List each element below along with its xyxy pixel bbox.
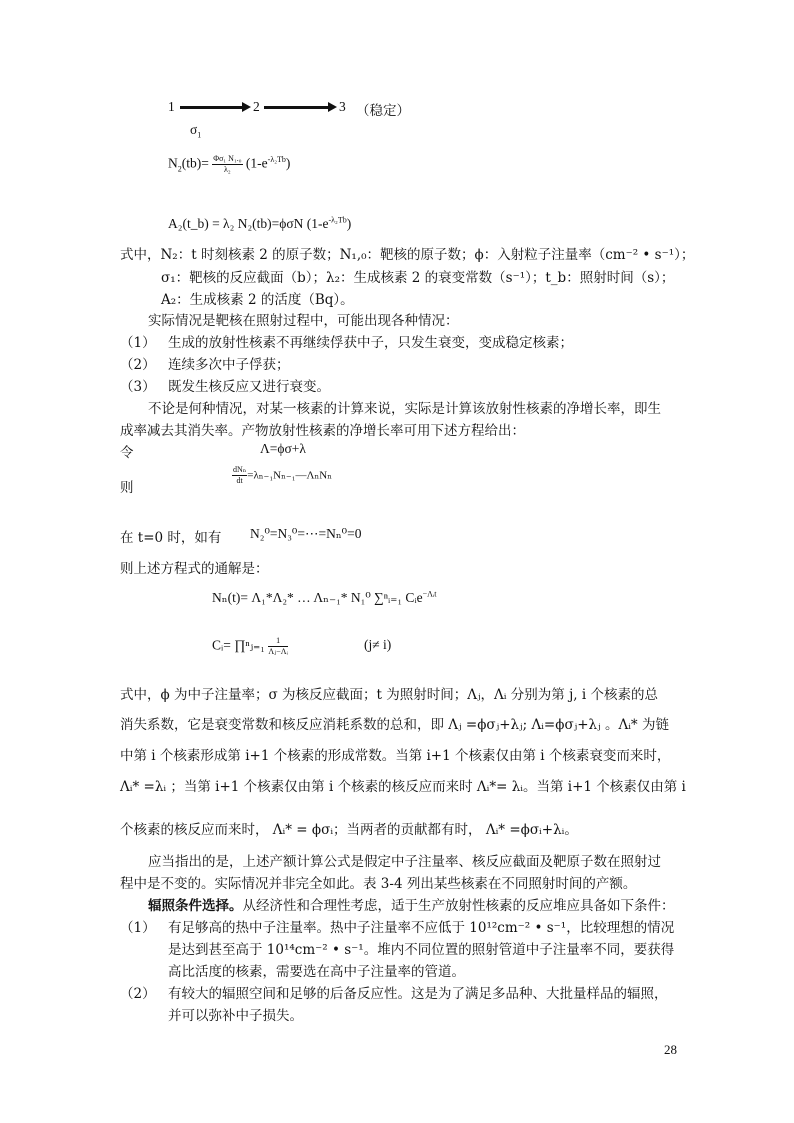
paragraph-2-line-4: Λᵢ* =λᵢ ；当第 i+1 个核素仅由第 i 个核素的核反应而来时 Λᵢ*= λᵢ。当第 i+1 个核素仅由第 i — [120, 779, 686, 795]
initial-equation: N₂⁰=N₃⁰=⋯=Nₙ⁰=0 — [250, 526, 362, 541]
irradiation-item-1-line-3: 高比活度的核素，需要选在高中子注量率的管道。 — [168, 964, 465, 980]
n2-rhs: (1-e — [245, 155, 268, 171]
initial-text: 在 t=0 时，如有 — [120, 530, 222, 546]
then-equation — [232, 466, 332, 485]
n2-lhs-sub: 2 — [177, 164, 182, 174]
irradiation-heading: 辐照条件选择。 — [148, 898, 243, 914]
case-item-2-text: 连续多次中子俘获； — [168, 357, 290, 373]
n2-lhs: N — [168, 155, 178, 171]
paragraph-1-line-2: 成率减去其消失率。产物放射性核素的净增长率可用下述方程给出： — [120, 423, 525, 439]
ci-lhs: Cᵢ= — [212, 637, 231, 653]
chain-node-3: 3 — [339, 99, 346, 114]
case-item-1-text: 生成的放射性核素不再继续俘获中子，只发生衰变，变成稳定核素； — [168, 335, 573, 351]
irradiation-item-2-number: （2） — [120, 986, 156, 1002]
ci-denominator: Λⱼ−Λᵢ — [268, 647, 288, 656]
equation-a2 — [168, 216, 351, 232]
chain-stable-label: （稳定） — [356, 103, 410, 119]
n2-denominator: λ₂ — [224, 165, 231, 174]
chain-sigma-label — [190, 122, 201, 138]
a2-text: A₂(t_b) = λ₂ N₂(tb)=ϕσN (1-e — [168, 216, 329, 231]
n2-exponent: -λ₂Tb — [267, 155, 286, 165]
then-fraction — [232, 466, 247, 485]
irradiation-item-1-number: （1） — [120, 920, 156, 936]
paragraph-2-line-3: 中第 i 个核素形成第 i+1 个核素的形成常数。当第 i+1 个核素仅由第 i 个核素衰变而来时， — [120, 748, 671, 764]
paragraph-3-line-2: 程中是不变的。实际情况并非完全如此。表 3-4 列出某些核素在不同照射时间的产额。 — [120, 876, 637, 892]
page-number: 28 — [664, 1042, 677, 1057]
equation-n2 — [168, 155, 290, 174]
definitions-line-1: 式中，N₂：t 时刻核素 2 的原子数；N₁,₀：靶核的原子数；ϕ：入射粒子注量率（cm⁻² • s⁻¹）； — [120, 247, 695, 263]
paragraph-2-line-2: 消失系数，它是衰变常数和核反应消耗系数的总和，即 Λⱼ =ϕσⱼ+λⱼ; Λᵢ=ϕσⱼ+λⱼ 。Λᵢ* 为链 — [120, 717, 669, 733]
nn-text: Nₙ(t)= Λ₁*Λ₂* … Λₙ₋₁* N₁⁰ ∑ⁿᵢ₌₁ Cᵢe — [212, 590, 423, 605]
case-item-3-text: 既发生核反应又进行衰变。 — [168, 379, 330, 395]
irradiation-item-1-line-1: 有足够高的热中子注量率。热中子注量率不应低于 10¹²cm⁻² • s⁻¹，比较理想的情况 — [168, 920, 675, 936]
irradiation-paragraph — [148, 894, 675, 914]
equation-nn — [212, 590, 437, 606]
definitions-line-2: σ₁：靶核的反应截面（b）；λ₂：生成核素 2 的衰变常数（s⁻¹）；t_b：照射时间（s）； — [161, 270, 675, 286]
let-equation: Λ=ϕσ+λ — [260, 441, 306, 456]
general-solution-label: 则上述方程式的通解是： — [120, 561, 269, 577]
n2-fraction — [212, 155, 242, 174]
definitions-line-3: A₂：生成核素 2 的活度（Bq）。 — [161, 292, 354, 308]
paragraph-3-line-1: 应当指出的是，上述产额计算公式是假定中子注量率、核反应截面及靶原子数在照射过 — [148, 854, 661, 870]
cases-intro: 实际情况是靶核在照射过程中，可能出现各种情况： — [148, 313, 459, 329]
case-item-1-number: （1） — [120, 335, 156, 351]
then-label: 则 — [120, 480, 134, 496]
case-item-2-number: （2） — [120, 357, 156, 373]
then-numerator: dNₙ — [233, 465, 247, 474]
then-denominator: dt — [236, 476, 243, 485]
case-item-3-number: （3） — [120, 379, 156, 395]
ci-product: ∏ⁿⱼ₌₁ — [234, 637, 265, 653]
irradiation-intro: 从经济性和合理性考虑，适于生产放射性核素的反应堆应具备如下条件： — [242, 898, 675, 914]
n2-numerator: Φσ₁ N₁.₀ — [213, 154, 242, 163]
a2-close: ) — [346, 216, 352, 231]
chain-arrow-1 — [180, 106, 242, 109]
equation-ci — [212, 637, 288, 656]
nn-exponent: −Λᵢt — [422, 589, 437, 599]
paragraph-2-line-1: 式中，ϕ 为中子注量率；σ 为核反应截面；t 为照射时间；Λⱼ，Λᵢ 分别为第 j, i 个核素的总 — [120, 687, 658, 703]
ci-fraction — [268, 637, 288, 656]
irradiation-item-2-line-1: 有较大的辐照空间和足够的后备反应性。这是为了满足多品种、大批量样品的辐照， — [168, 986, 668, 1002]
a2-exponent: -λ₂Tb — [328, 215, 347, 225]
irradiation-item-2-line-2: 并可以弥补中子损失。 — [168, 1008, 303, 1024]
irradiation-item-1-line-2: 是达到甚至高于 10¹⁴cm⁻² • s⁻¹。堆内不同位置的照射管道中子注量率不同，要获得 — [168, 942, 675, 958]
chain-arrowhead-2 — [328, 102, 337, 112]
sigma-symbol: σ — [190, 122, 198, 137]
ci-numerator: 1 — [268, 637, 288, 647]
ci-condition: (j≠ i) — [364, 637, 392, 652]
then-rhs: =λₙ₋₁Nₙ₋₁—ΛₙNₙ — [247, 469, 332, 482]
chain-arrow-2 — [264, 106, 329, 109]
n2-lhs-arg: (tb)= — [181, 155, 209, 171]
chain-arrowhead-1 — [242, 102, 251, 112]
paragraph-2-line-5: 个核素的核反应而来时， Λᵢ* = ϕσᵢ；当两者的贡献都有时， Λᵢ* =ϕσᵢ+λᵢ。 — [120, 822, 578, 838]
chain-node-2: 2 — [253, 99, 260, 114]
let-label: 令 — [120, 445, 134, 461]
chain-node-1: 1 — [168, 99, 175, 114]
n2-close: ) — [285, 155, 291, 171]
paragraph-1-line-1: 不论是何种情况，对某一核素的计算来说，实际是计算该放射性核素的净增长率，即生 — [148, 401, 661, 417]
sigma-subscript: 1 — [197, 130, 202, 140]
